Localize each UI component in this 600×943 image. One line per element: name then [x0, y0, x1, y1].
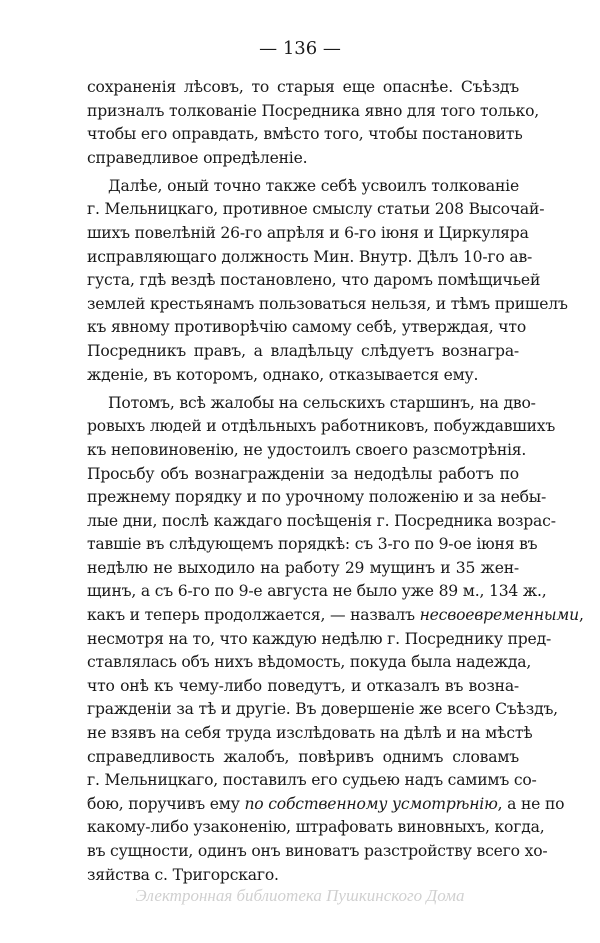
paragraph [87, 175, 568, 387]
text-line [87, 198, 545, 222]
text-line [87, 675, 519, 699]
text-line [87, 557, 519, 581]
text-segment: прежнему порядку и по урочному положенію и за небы- [87, 488, 547, 507]
text-segment: чтобы его оправдать, вмѣсто того, чтобы постановить [87, 125, 523, 144]
text-line [87, 510, 556, 534]
text-line [87, 722, 533, 746]
paragraph [87, 392, 584, 887]
text-segment: густа, гдѣ вездѣ постановлено, что даромъ помѣщичьей [87, 271, 541, 290]
text-segment: къ явному противорѣчію самому себѣ, утверждая, что [87, 318, 527, 337]
text-segment: г. Мельницкаго, противное смыслу статьи 208 Высочай- [87, 200, 545, 219]
text-segment: какому-либо узаконенію, штрафовать виновныхъ, когда, [87, 818, 545, 837]
paragraph [87, 76, 540, 170]
text-line [87, 76, 519, 100]
text-segment: щинъ, а съ 6-го по 9-е августа не было уже 89 м., 134 ж., [87, 582, 547, 601]
text-line [87, 340, 519, 364]
text-line [87, 439, 527, 463]
text-line [87, 269, 541, 293]
text-segment: бою, поручивъ ему [87, 794, 245, 813]
watermark: Электронная библиотека Пушкинского Дома [135, 886, 465, 905]
text-line [87, 316, 527, 340]
text-segment: землей крестьянамъ пользоваться нельзя, и тѣмъ пришелъ [87, 294, 568, 313]
text-line [87, 864, 519, 888]
text-segment: , а не по [497, 794, 565, 813]
text-line [87, 463, 519, 487]
text-line [87, 222, 529, 246]
text-line [87, 100, 540, 124]
text-segment: несмотря на то, что каждую недѣлю г. Посреднику пред- [87, 629, 552, 648]
text-segment: Потомъ, всѣ жалобы на сельскихъ старшинъ, на дво- [108, 393, 536, 412]
text-line [87, 123, 523, 147]
text-line [87, 604, 584, 628]
text-segment: г. Мельницкаго, поставилъ его судьею надъ самимъ со- [87, 771, 537, 790]
text-line [87, 746, 519, 770]
text-segment: что онѣ къ чему-либо поведутъ, и отказалъ въ возна- [87, 676, 519, 695]
text-segment: какъ и теперь продолжается, — назвалъ [87, 606, 420, 625]
text-segment: справедливое опредѣленіе. [87, 148, 308, 167]
text-segment: исправляющаго должность Мин. Внутр. Дѣлъ 10-го ав- [87, 247, 533, 266]
text-segment: Просьбу объ вознагражденіи за недодѣлы работъ по [87, 464, 519, 483]
text-segment: шихъ повелѣній 26-го апрѣля и 6-го іюня и Циркуляра [87, 224, 529, 243]
text-segment: недѣлю не выходило на работу 29 мущинъ и 35 жен- [87, 558, 519, 577]
text-segment: лые дни, послѣ каждаго посѣщенія г. Посредника возрас- [87, 511, 556, 530]
text-segment: зяйства с. Тригорскаго. [87, 865, 279, 884]
text-segment: ровыхъ людей и отдѣльныхъ работниковъ, побуждавшихъ [87, 417, 556, 436]
text-segment: справедливость жалобъ, повѣривъ однимъ словамъ [87, 747, 519, 766]
italic-text: по собственному усмотрѣнію [244, 794, 498, 813]
text-line [87, 628, 552, 652]
text-line [87, 698, 558, 722]
text-line [87, 293, 568, 317]
body-text [87, 76, 584, 892]
text-line [87, 816, 545, 840]
text-segment: въ сущности, одинъ онъ виноватъ разстройству всего хо- [87, 842, 548, 860]
text-line [87, 793, 565, 817]
italic-text: несвоевременными [419, 606, 579, 625]
text-line [87, 364, 519, 388]
text-segment: призналъ толкованіе Посредника явно для того только, [87, 101, 540, 120]
text-line [87, 392, 536, 416]
text-line [87, 769, 537, 793]
text-line [87, 840, 548, 864]
text-segment: сохраненія лѣсовъ, то старыя еще опаснѣе. Съѣздъ [87, 78, 519, 96]
text-line [87, 651, 532, 675]
text-line [87, 147, 519, 171]
text-segment: Далѣе, оный точно также себѣ усвоилъ толкованіе [108, 176, 519, 195]
text-segment: ставлялась объ нихъ вѣдомость, покуда была надежда, [87, 653, 532, 672]
text-segment: Посредникъ правъ, а владѣльцу слѣдуетъ вознагра- [87, 342, 519, 361]
text-line [87, 486, 547, 510]
text-line [87, 175, 519, 199]
text-segment: не взявъ на себя труда изслѣдовать на дѣлѣ и на мѣстѣ [87, 724, 533, 743]
text-line [87, 415, 556, 439]
text-segment: тавшіе въ слѣдующемъ порядкѣ: съ 3-го по 9-ое іюня въ [87, 535, 538, 554]
text-segment: къ неповиновенію, не удостоилъ своего разсмотрѣнія. [87, 440, 527, 459]
text-line [87, 246, 533, 270]
text-segment: гражденіи за тѣ и другіе. Въ довершеніе же всего Съѣздъ, [87, 700, 558, 719]
text-segment: , [578, 606, 584, 625]
text-line [87, 533, 538, 557]
page-number: — 136 — [259, 38, 341, 59]
text-segment: жденіе, въ которомъ, однако, отказывается ему. [87, 365, 479, 384]
text-line [87, 580, 547, 604]
